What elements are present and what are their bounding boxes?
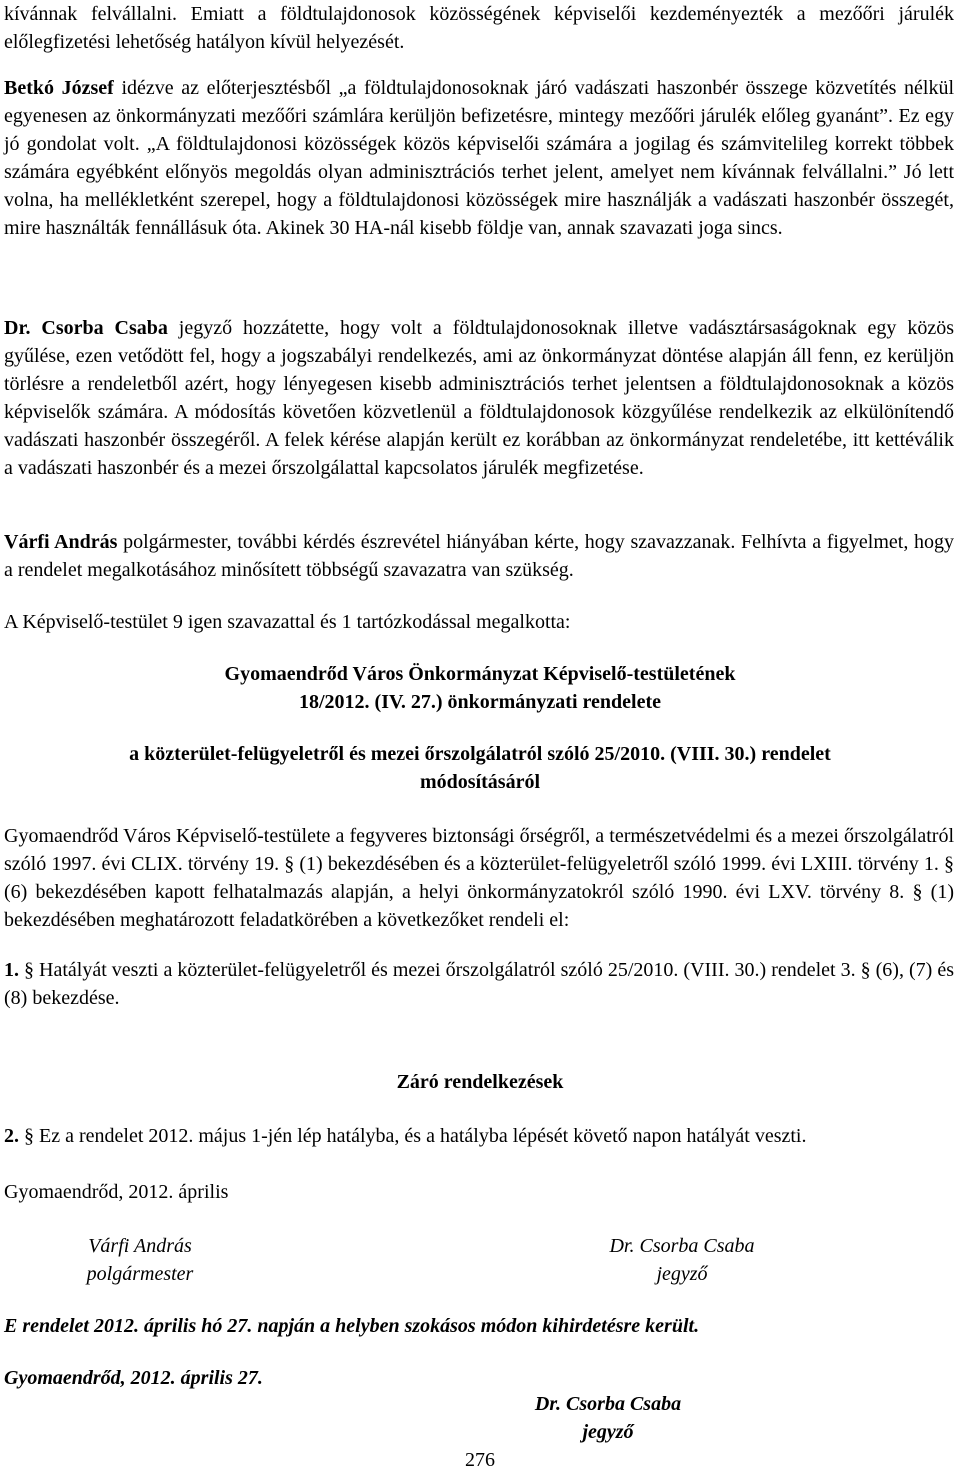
speaker-name: Betkó József (4, 77, 114, 99)
paragraph-text: polgármester, további kérdés észrevétel hiányában kérte, hogy szavazzanak. Felhívta a figyelmet, hogy a rendelet megalkotásához minősített többségű szavazatra van szükség. (4, 531, 954, 581)
promulgation-note: E rendelet 2012. április hó 27. napján a helyben szokásos módon kihirdetésre került. (4, 1315, 700, 1337)
signer-title: jegyző (656, 1263, 708, 1285)
decree-preamble: Gyomaendrőd Város Képviselő-testülete a fegyveres biztonsági őrségről, a természetvédelmi és a mezei őrszolgálatról szóló 1997. évi CLIX. törvény 19. § (1) bekezdésében és a közterület-felügyeletről szóló 1999. évi LXIII. törvény 1. § (6) bekezdésében kapott felhatalmazás alapján, a helyi önkormányzatokról szóló 1990. évi LXV. törvény 8. § (1) bekezdésében meghatározott feladatkörében a következőket rendeli el: (4, 825, 954, 931)
paragraph-varfi (4, 528, 954, 584)
page-number: 276 (465, 1449, 495, 1471)
signature-notary (562, 1232, 802, 1288)
closing-provisions-heading: Záró rendelkezések (396, 1071, 564, 1093)
signer-name: Dr. Csorba Csaba (609, 1235, 755, 1257)
section-text: § Hatályát veszti a közterület-felügyeletről és mezei őrszolgálatról szóló 25/2010. (VIII. 30.) rendelet 3. § (6), (7) és (8) bekezdése. (4, 959, 954, 1009)
section-number: 2. (4, 1125, 19, 1147)
decree-subject: a közterület-felügyeletről és mezei őrszolgálatról szóló 25/2010. (VIII. 30.) rendelet (129, 743, 831, 765)
paragraph-text: jegyző hozzátette, hogy volt a földtulajdonosoknak illetve vadásztársaságoknak egy közös gyűlése, ezen vetődött fel, hogy a jogszabályi rendelkezés, ami az önkormányzat döntése alapján áll fenn, ez kerüljön törlésre a rendeletből azért, hogy lényegesen kisebb adminisztrációs terhet jelentsen a földtulajdonosoknak a közös képviselők számára. A módosítás követően közvetlenül a földtulajdonosok közgyűlése rendelkezik az elkülönítendő vadászati haszonbér összegéről. A felek kérése alapján került ez korábban az önkormányzat rendeletébe, itt kettéválik a vadászati haszonbér és a mezei őrszolgálattal kapcsolatos járulék megfizetése. (4, 317, 954, 479)
speaker-name: Várfi András (4, 531, 118, 553)
promulgation-date: Gyomaendrőd, 2012. április 27. (4, 1367, 263, 1389)
section-text: § Ez a rendelet 2012. május 1-jén lép hatályba, és a hatályba lépését követő napon hatályát veszti. (19, 1125, 807, 1147)
section-1 (4, 956, 954, 1012)
paragraph-csorba (4, 314, 954, 482)
signer-name: Várfi András (88, 1235, 192, 1257)
signer-name: Dr. Csorba Csaba (534, 1393, 682, 1415)
signer-title: jegyző (582, 1421, 634, 1443)
signature-bottom (488, 1390, 728, 1446)
place-date: Gyomaendrőd, 2012. április (4, 1181, 229, 1203)
decree-title-number: 18/2012. (IV. 27.) önkormányzati rendelete (298, 691, 661, 713)
speaker-name: Dr. Csorba Csaba (4, 317, 168, 339)
paragraph-betko (4, 74, 954, 242)
signature-mayor (40, 1232, 240, 1288)
paragraph-text: idézve az előterjesztésből „a földtulajdonosoknak járó vadászati haszonbér összege közvetítés nélkül egyenesen az önkormányzati mezőőri számlára kerüljön befizetésre, mintegy mezőőri járulék előleg gyanánt”. Ez egy jó gondolat volt. „A földtulajdonosi közösségek közös képviselői számára a jogilag és számvitelileg korrekt többek számára egyébként előnyös megoldás olyan adminisztrációs terhet jelent, amelyet nem kívánnak felvállalni.” Jó lett volna, ha mellékletként szerepel, hogy a földtulajdonosi közösségek mire használják a vadászati haszonbér összegét, mire használták fennállásuk óta. Akinek 30 HA-nál kisebb földje van, annak szavazati joga sincs. (4, 77, 955, 239)
paragraph-intro: kívánnak felvállalni. Emiatt a földtulajdonosok közösségének képviselői kezdeményezték a mezőőri járulék előlegfizetési lehetőség hatályon kívül helyezését. (4, 3, 954, 53)
signer-title: polgármester (86, 1263, 194, 1285)
decree-title-issuer: Gyomaendrőd Város Önkormányzat Képviselő-testületének (224, 663, 736, 685)
section-2 (4, 1122, 954, 1150)
decree-subject-end: módosításáról (420, 771, 540, 793)
vote-result: A Képviselő-testület 9 igen szavazattal és 1 tartózkodással megalkotta: (4, 611, 571, 633)
section-number: 1. (4, 959, 19, 981)
